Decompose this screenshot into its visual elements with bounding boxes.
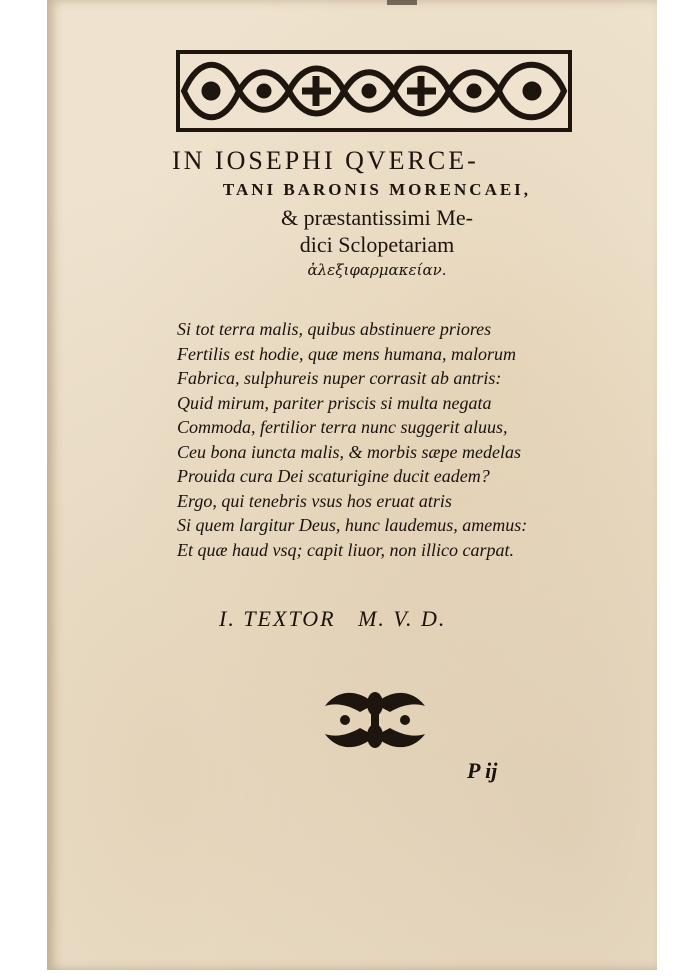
- signature-mark: P ij: [467, 758, 498, 783]
- poem-line: Prouida cura Dei scaturigine ducit eadem?: [177, 466, 490, 486]
- book-page: [47, 0, 657, 970]
- title-block: [172, 146, 582, 282]
- poem-line: Commoda, fertilior terra nunc suggerit aluus,: [177, 417, 508, 437]
- fleuron-ornament: [315, 684, 435, 756]
- poem-line: Quid mirum, pariter priscis si multa negata: [177, 392, 492, 413]
- poem-line: Et quæ haud vsq; capit liuor, non illico carpat.: [177, 539, 514, 560]
- ornamental-headpiece: [176, 50, 572, 132]
- poem-line: Fertilis est hodie, quæ mens humana, malorum: [177, 343, 516, 364]
- poem: [177, 317, 597, 562]
- poem-line: Ceu bona iuncta malis, & morbis sæpe medelas: [177, 441, 521, 462]
- page-edge-mark: [387, 0, 417, 5]
- title-line-3: & præstantissimi Me-: [281, 205, 473, 230]
- author-signature: I. TEXTOR M. V. D.: [219, 606, 447, 631]
- title-line-1: IN IOSEPHI QVERCE-: [172, 146, 479, 175]
- title-line-2: TANI BARONIS MORENCAEI,: [222, 180, 532, 199]
- poem-line: Si quem largitur Deus, hunc laudemus, amemus:: [177, 515, 528, 535]
- poem-line: Fabrica, sulphureis nuper corrasit ab antris:: [177, 368, 502, 388]
- poem-line: Ergo, qui tenebris vsus hos eruat atris: [177, 490, 452, 511]
- title-line-5-greek: ἀλεξιφαρμακείαν.: [307, 261, 447, 279]
- poem-line: Si tot terra malis, quibus abstinuere priores: [177, 319, 492, 339]
- title-line-4: dici Sclopetariam: [299, 232, 455, 257]
